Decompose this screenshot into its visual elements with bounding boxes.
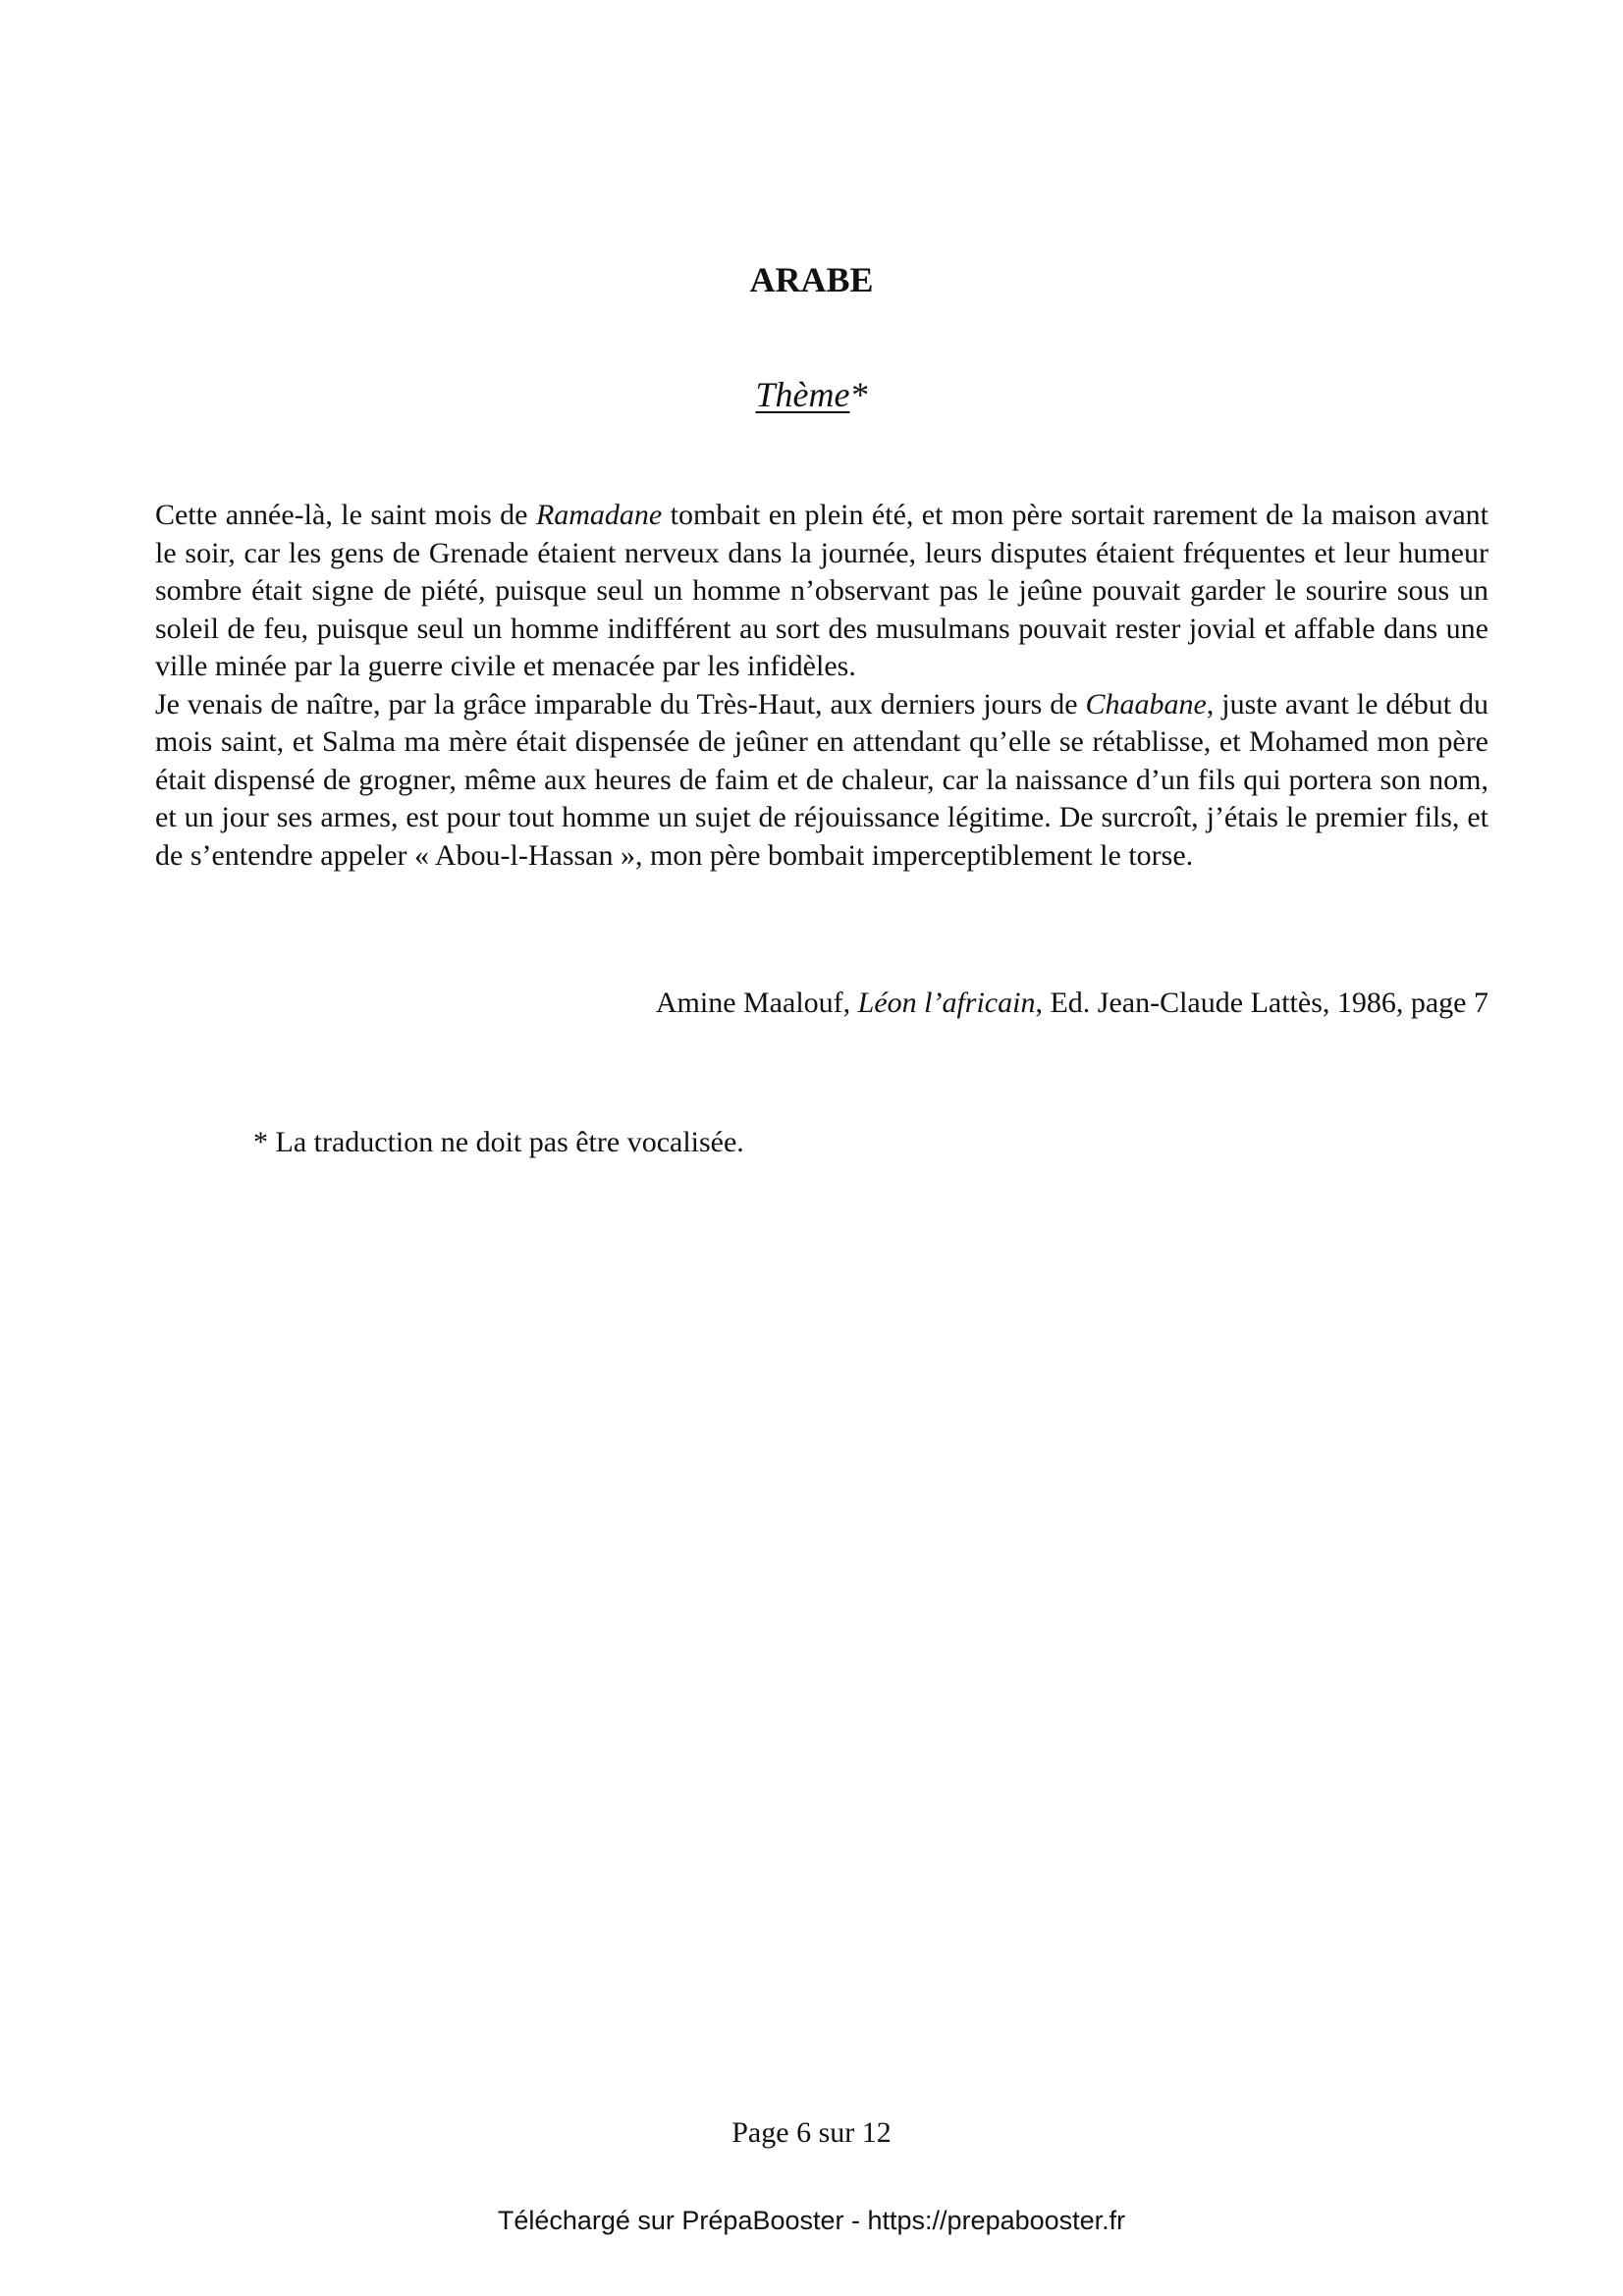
download-note: Téléchargé sur PrépaBooster - https://prepabooster.fr	[497, 2206, 1126, 2235]
section-subtitle	[0, 373, 1623, 416]
subtitle-word: Thème	[755, 375, 850, 414]
source-text	[155, 497, 1488, 875]
subtitle-footnote-marker: *	[849, 375, 868, 414]
paragraph-1-segment-3: tombait en plein été, et mon père sortait rarement de la maison avant le soir, car les gens de Grenade étaient nerveux dans la journée, leurs disputes étaient fréquentes et leur humeur sombre était signe de piété, puisque seul un homme n’observant pas le jeûne pouvait garder le sourire sous un soleil de feu, puisque seul un homme indifférent au sort des musulmans pouvait rester jovial et affable dans une ville minée par la guerre civile et menacée par les infidèles.	[155, 499, 1489, 682]
paragraph-1-segment-1: Cette année-là, le saint mois de	[155, 499, 536, 531]
citation-work: Léon l’africain	[857, 987, 1036, 1019]
page-number: Page 6 sur 12	[731, 2116, 892, 2149]
paragraph-1-segment-2: Ramadane	[535, 499, 663, 531]
paragraph-2-segment-1: Je venais de naître, par la grâce imparable du Très-Haut, aux derniers jours de	[155, 687, 1086, 721]
source-citation	[656, 985, 1488, 1022]
paragraph-1	[155, 497, 1488, 686]
paragraph-2-segment-2: Chaabane	[1085, 687, 1207, 721]
citation-author: Amine Maalouf,	[655, 987, 858, 1019]
paragraph-2	[155, 686, 1488, 876]
footnote: * La traduction ne doit pas être vocalisée.	[253, 1126, 744, 1158]
page-title: ARABE	[749, 260, 874, 299]
citation-details: , Ed. Jean-Claude Lattès, 1986, page 7	[1035, 987, 1488, 1019]
paragraph-2-segment-3: , juste avant le début du mois saint, et Salma ma mère était dispensée de jeûner en attendant qu’elle se rétablisse, et Mohamed mon père était dispensé de grogner, même aux heures de faim et de chaleur, car la naissance d’un fils qui portera son nom, et un jour ses armes, est pour tout homme un sujet de réjouissance légitime. De surcroît, j’étais le premier fils, et de s’entendre appeler « Abou-l-Hassan », mon père bombait imperceptiblement le torse.	[155, 687, 1488, 872]
